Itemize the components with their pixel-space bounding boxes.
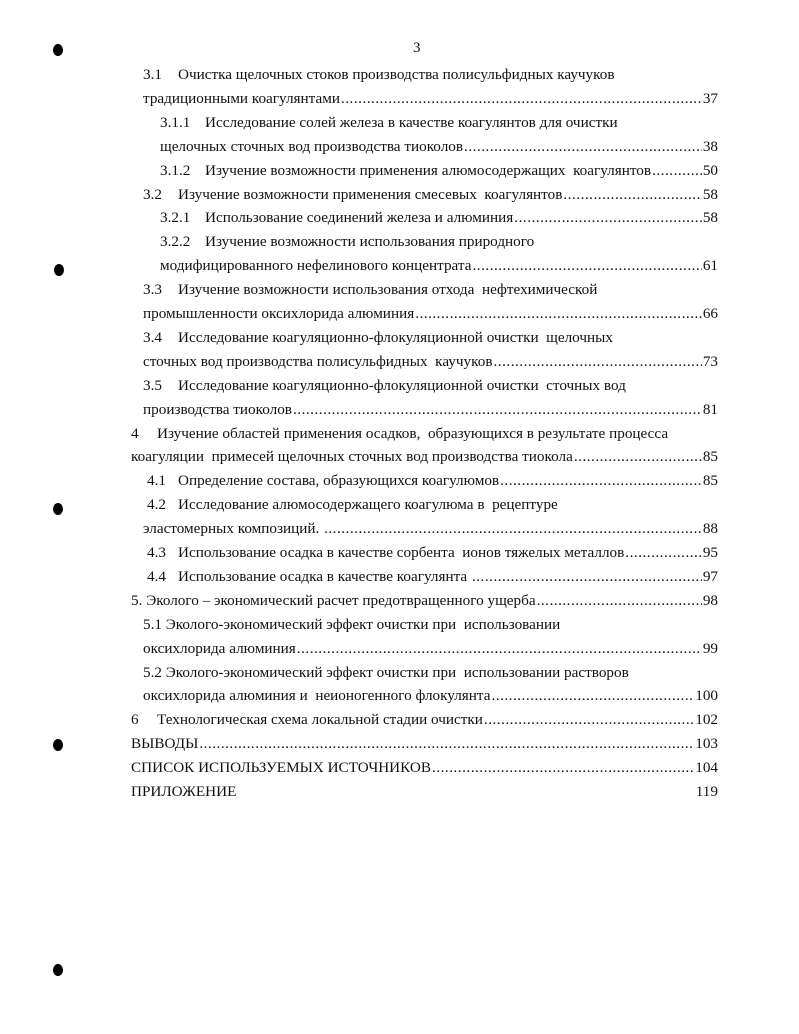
- toc-entry-number: 3.2.2: [160, 233, 191, 251]
- toc-page-number: 104: [695, 759, 718, 777]
- toc-entry-title: Использование осадка в качестве коагулянта: [178, 567, 471, 585]
- toc-entry-title: Технологическая схема локальной стадии очистки: [157, 711, 483, 729]
- toc-page-number: 85: [702, 472, 718, 490]
- toc-entry-line: [131, 592, 718, 614]
- toc-entry-line: [143, 353, 718, 375]
- toc-entry-title: ВЫВОДЫ: [131, 735, 199, 753]
- dot-leader: [199, 735, 694, 753]
- toc-entry-title: Изучение возможности использования природного: [205, 233, 535, 251]
- toc-page-number: 103: [695, 735, 718, 753]
- toc-page-number: 95: [702, 544, 718, 561]
- dot-leader: [415, 305, 702, 323]
- toc-entry-number: 3.1: [143, 66, 162, 83]
- binder-hole: [54, 264, 64, 276]
- toc-entry-title: 5. Эколого – экономический расчет предотвращенного ущерба: [131, 591, 536, 609]
- dot-leader: [432, 759, 694, 777]
- toc-entry-line: [143, 664, 718, 686]
- toc-entry-title: Изучение возможности использования отхода нефтехимической: [178, 281, 598, 299]
- toc-entry-line: [143, 90, 718, 112]
- dot-leader: [484, 711, 694, 729]
- toc-page-number: 61: [702, 257, 718, 275]
- toc-entry-line: [160, 233, 718, 255]
- binder-hole: [53, 503, 63, 515]
- toc-entry-line: [143, 305, 718, 327]
- toc-entry-line: [143, 329, 718, 351]
- toc-entry-line: [147, 544, 718, 566]
- toc-page-number: 98: [702, 591, 718, 609]
- dot-leader: [472, 257, 701, 275]
- toc-page-number: 73: [702, 352, 718, 370]
- toc-entry-title: СПИСОК ИСПОЛЬЗУЕМЫХ ИСТОЧНИКОВ: [131, 759, 432, 777]
- dot-leader: [341, 90, 702, 108]
- toc-entry-line: [143, 281, 718, 303]
- toc-entry-line: [131, 448, 718, 470]
- toc-entry-line: [131, 783, 718, 805]
- toc-entry-line: [143, 687, 718, 709]
- dot-leader: [491, 687, 694, 705]
- toc-page-number: 99: [702, 639, 718, 657]
- toc-entry-line: [147, 472, 718, 494]
- dot-leader: [297, 640, 702, 658]
- dot-leader: [514, 209, 702, 227]
- toc-entry-number: 4.1: [147, 472, 166, 490]
- toc-entry-title: щелочных сточных вод производства тиоколов: [160, 137, 464, 155]
- dot-leader: [500, 472, 702, 490]
- dot-leader: [652, 162, 702, 180]
- toc-page-number: 88: [702, 520, 718, 538]
- toc-entry-number: 3.1.2: [160, 161, 191, 179]
- toc-entry-line: [160, 257, 718, 279]
- toc-entry-title: Изучение областей применения осадков, образующихся в результате процесса: [157, 424, 669, 442]
- dot-leader: [293, 401, 702, 419]
- toc-entry-line: [160, 114, 718, 136]
- toc-entry-title: эластомерных композиций.: [143, 520, 324, 538]
- toc-entry-line: [160, 209, 718, 231]
- toc-page-number: 97: [702, 567, 718, 585]
- toc-entry-title: Исследование алюмосодержащего коагулюма в рецептуре: [178, 496, 558, 514]
- toc-page-number: 66: [702, 305, 718, 322]
- dot-leader: [324, 520, 702, 538]
- toc-entry-number: 4.2: [147, 496, 166, 514]
- dot-leader: [563, 186, 701, 204]
- toc-entry-title: Изучение возможности применения алюмосодержащих коагулянтов: [205, 161, 652, 179]
- dot-leader: [464, 138, 702, 156]
- toc-entry-line: [160, 138, 718, 160]
- toc-entry-line: [143, 401, 718, 423]
- toc-page-number: 85: [702, 448, 718, 466]
- toc-entry-line: [143, 377, 718, 399]
- toc-page-number: 50: [702, 161, 718, 179]
- toc-entry-title: Использование соединений железа и алюминия: [205, 209, 514, 227]
- toc-entry-title: производства тиоколов: [143, 400, 292, 418]
- toc-entry-title: оксихлорида алюминия и неионогенного флокулянта: [143, 687, 491, 705]
- toc-entry-number: 3.5: [143, 376, 162, 394]
- toc-entry-line: [143, 520, 718, 542]
- binder-hole: [53, 964, 63, 976]
- toc-entry-title: Исследование коагуляционно-флокуляционной очистки щелочных: [178, 328, 613, 346]
- toc-entry-title: 5.1 Эколого-экономический эффект очистки при использовании: [143, 615, 561, 633]
- toc-entry-line: [131, 425, 718, 447]
- binder-hole: [53, 739, 63, 751]
- dot-leader: [537, 592, 702, 610]
- toc-entry-title: модифицированного нефелинового концентрата: [160, 257, 472, 275]
- toc-page-number: 37: [702, 89, 718, 107]
- toc-entry-title: Исследование коагуляционно-флокуляционной очистки сточных вод: [178, 376, 626, 394]
- toc-page-number: 119: [695, 783, 718, 800]
- toc-entry-title: Определение состава, образующихся коагулюмов: [178, 472, 500, 490]
- dot-leader: [494, 353, 702, 371]
- toc-page-number: 38: [702, 137, 718, 155]
- toc-entry-number: 3.2.1: [160, 209, 191, 227]
- toc-page-number: 100: [695, 687, 718, 705]
- toc-entry-title: промышленности оксихлорида алюминия: [143, 305, 415, 322]
- toc-entry-title: традиционными коагулянтами: [143, 89, 340, 107]
- toc-entry-title: сточных вод производства полисульфидных каучуков: [143, 352, 493, 370]
- toc-page-number: 81: [702, 400, 718, 418]
- page-number: 3: [413, 40, 421, 56]
- toc-entry-title: Использование осадка в качестве сорбента ионов тяжелых металлов: [178, 544, 625, 561]
- toc-entry-number: 3.2: [143, 185, 162, 203]
- toc-entry-line: [143, 66, 718, 88]
- toc-page-number: 58: [702, 209, 718, 227]
- toc-entry-line: [131, 759, 718, 781]
- dot-leader: [574, 448, 702, 466]
- toc-entry-title: оксихлорида алюминия: [143, 639, 296, 657]
- toc-entry-number: 4: [131, 424, 139, 442]
- toc-entry-line: [131, 711, 718, 733]
- toc-entry-title: Исследование солей железа в качестве коагулянтов для очистки: [205, 113, 618, 131]
- toc-entry-number: 4.3: [147, 544, 166, 561]
- toc-entry-title: 5.2 Эколого-экономический эффект очистки при использовании растворов: [143, 663, 629, 681]
- dot-leader: [472, 568, 702, 586]
- toc-page-number: 58: [702, 185, 718, 203]
- toc-entry-title: коагуляции примесей щелочных сточных вод производства тиокола: [131, 448, 573, 466]
- toc-entry-number: 6: [131, 711, 139, 729]
- toc-entry-line: [131, 735, 718, 757]
- toc-entry-line: [143, 186, 718, 208]
- toc-entry-line: [147, 496, 718, 518]
- toc-entry-number: 3.4: [143, 328, 162, 346]
- toc-page-number: 102: [695, 711, 718, 729]
- toc-entry-line: [143, 640, 718, 662]
- toc-entry-number: 3.1.1: [160, 113, 191, 131]
- toc-entry-title: Очистка щелочных стоков производства полисульфидных каучуков: [178, 66, 615, 83]
- toc-entry-title: ПРИЛОЖЕНИЕ: [131, 783, 237, 800]
- toc-entry-number: 3.3: [143, 281, 162, 299]
- binder-hole: [53, 44, 63, 56]
- toc-entry-title: Изучение возможности применения смесевых коагулянтов: [178, 185, 563, 203]
- toc-entry-line: [143, 616, 718, 638]
- toc-entry-number: 4.4: [147, 567, 166, 585]
- toc-entry-line: [160, 162, 718, 184]
- dot-leader: [625, 544, 702, 562]
- toc-entry-line: [147, 568, 718, 590]
